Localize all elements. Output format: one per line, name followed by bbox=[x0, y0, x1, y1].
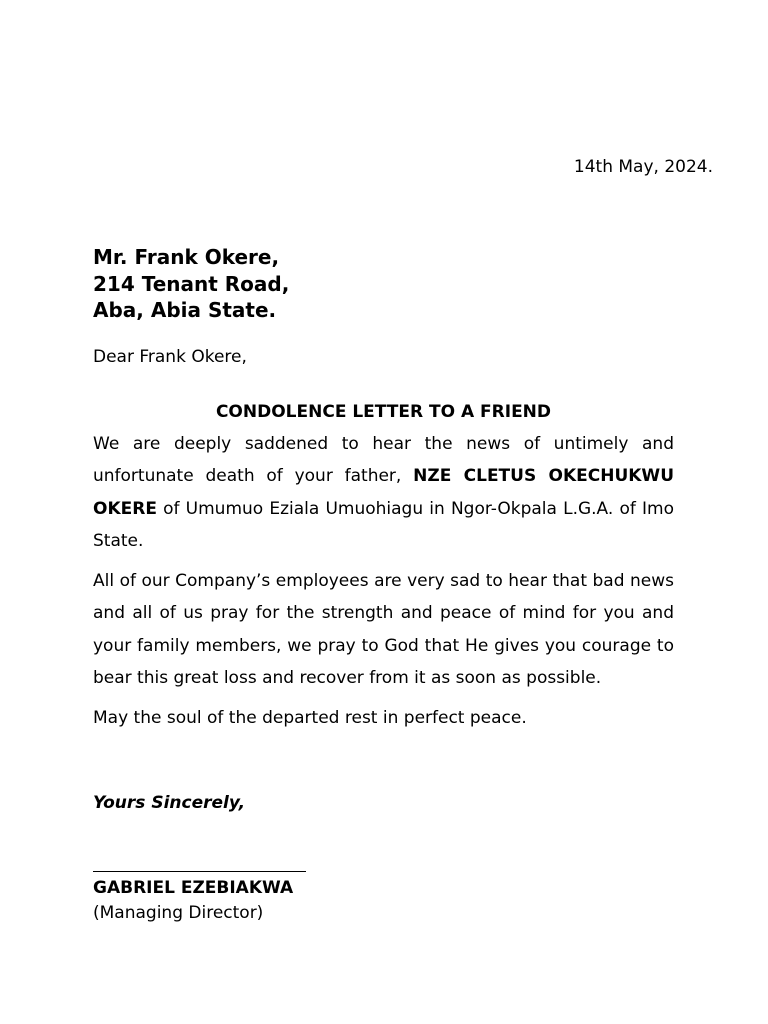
paragraph-1 bbox=[93, 428, 674, 557]
signature-line bbox=[93, 871, 306, 872]
signer-title: (Managing Director) bbox=[93, 903, 264, 923]
recipient-address bbox=[93, 244, 289, 324]
signer-name: GABRIEL EZEBIAKWA bbox=[93, 878, 294, 898]
paragraph-3: May the soul of the departed rest in perfect peace. bbox=[93, 708, 527, 729]
salutation: Dear Frank Okere, bbox=[93, 347, 247, 367]
deceased-name: NZE CLETUS OKECHUKWU OKERE bbox=[93, 466, 674, 519]
recipient-street: 214 Tenant Road, bbox=[93, 271, 290, 296]
paragraph-1-after: of Umumuo Eziala Umuohiagu in Ngor-Okpala L.G.A. of Imo State. bbox=[93, 498, 674, 551]
closing: Yours Sincerely, bbox=[93, 793, 246, 813]
paragraph-1-before: We are deeply saddened to hear the news of untimely and unfortunate death of your father, bbox=[93, 434, 674, 487]
letter-subject: CONDOLENCE LETTER TO A FRIEND bbox=[215, 402, 552, 422]
recipient-city: Aba, Abia State. bbox=[93, 298, 277, 322]
recipient-name: Mr. Frank Okere, bbox=[93, 245, 280, 269]
letter-body bbox=[93, 428, 674, 743]
paragraph-2: All of our Company’s employees are very sad to hear that bad news and all of us pray for the strength and peace of mind for you and your family members, we pray to God that He gives you courage to bear this great loss and recover from it as soon as possible. bbox=[93, 571, 674, 689]
letter-date: 14th May, 2024. bbox=[573, 157, 713, 177]
